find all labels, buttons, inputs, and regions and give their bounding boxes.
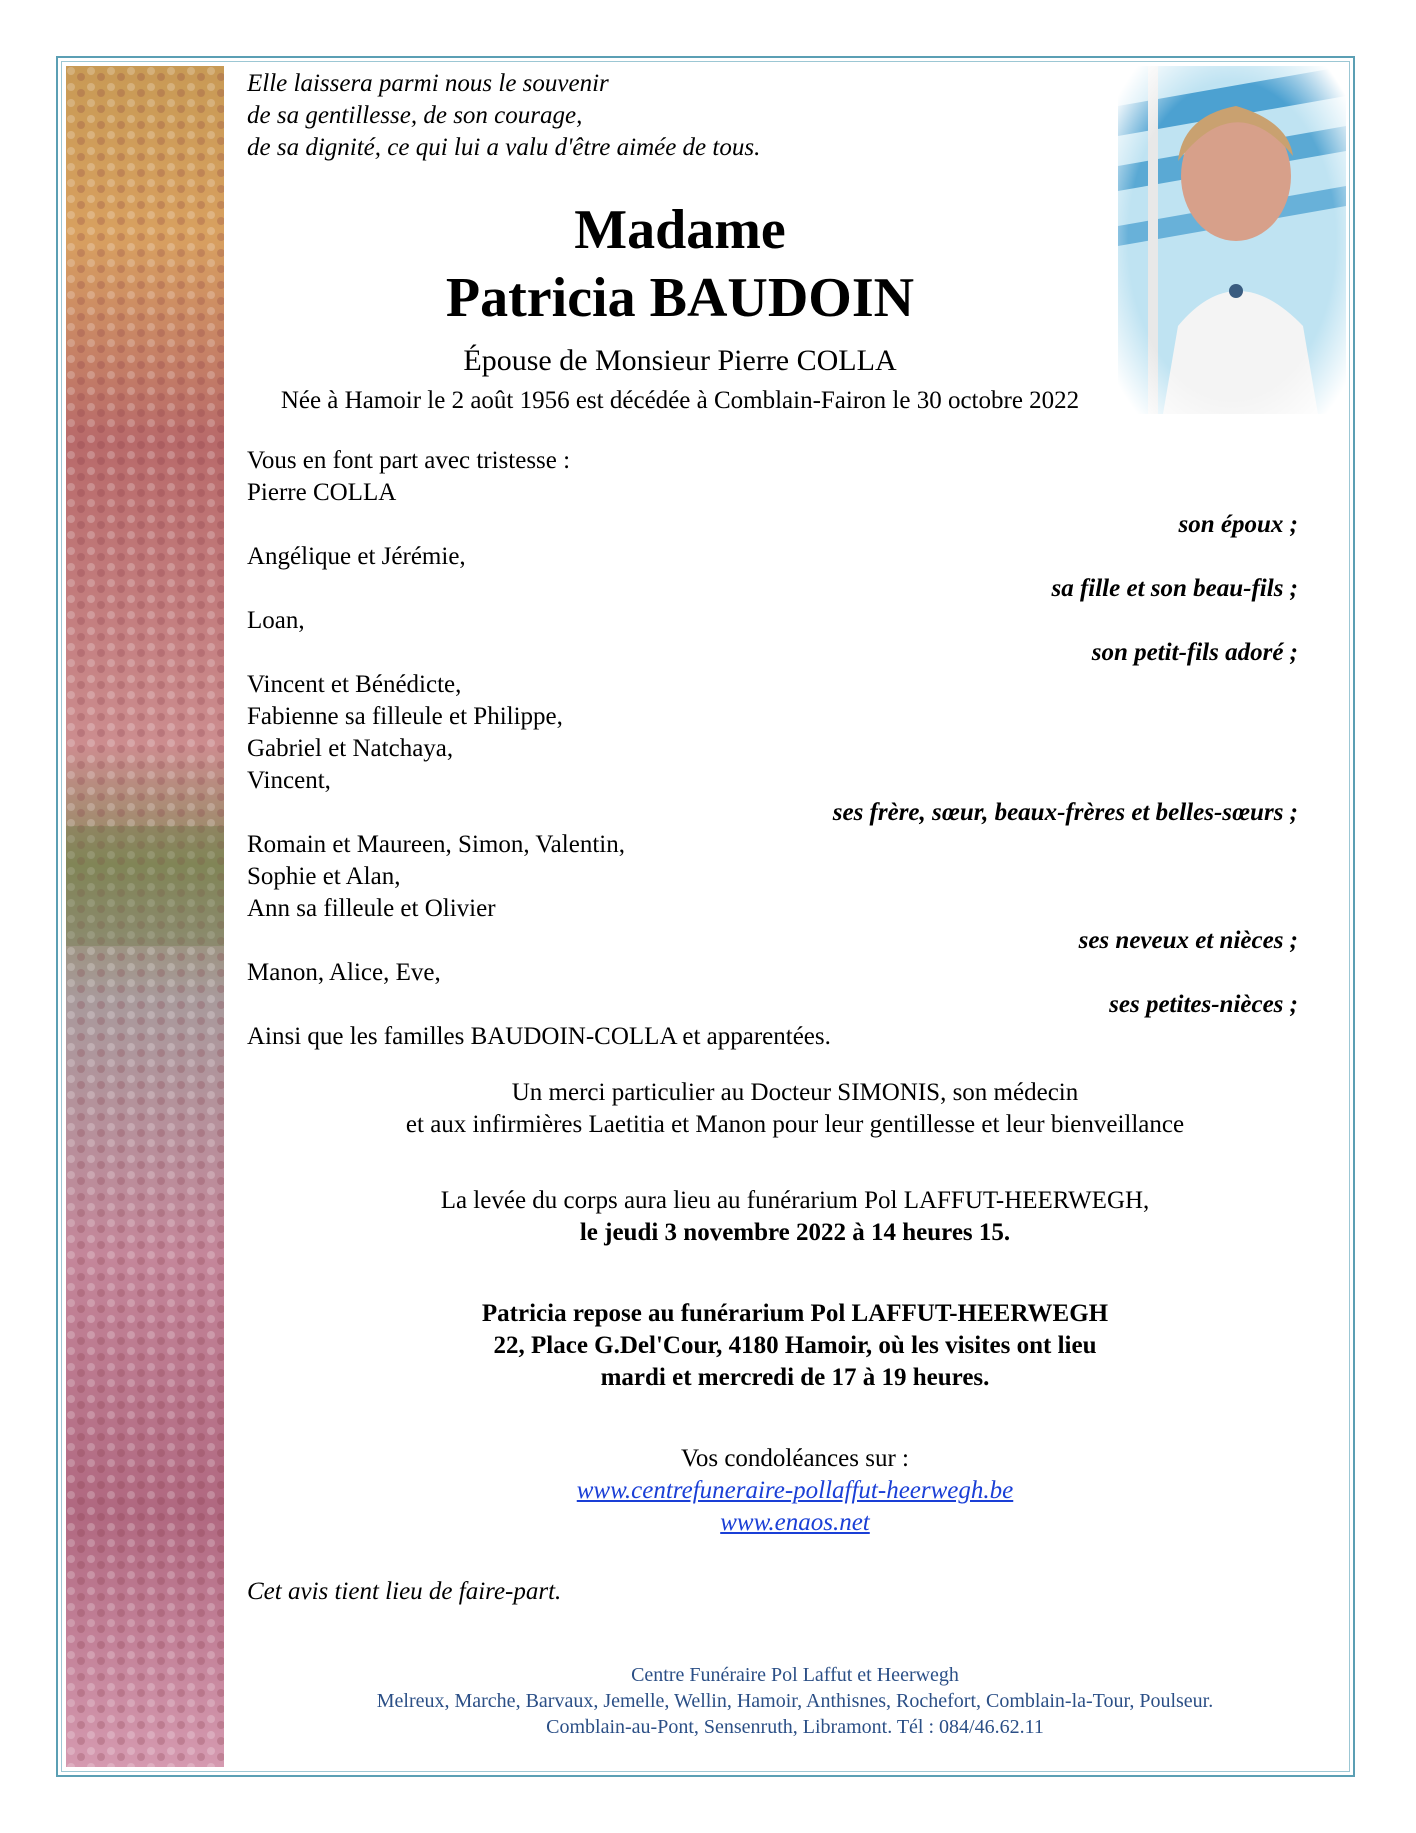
title-honorific: Madame [574, 199, 786, 261]
visits-line: mardi et mercredi de 17 à 19 heures. [600, 1364, 990, 1391]
portrait-photo [1118, 66, 1346, 414]
family-line: Ainsi que les familles BAUDOIN-COLLA et apparentées. [247, 1023, 831, 1050]
relation-label: sa fille et son beau-fils ; [1051, 575, 1298, 602]
relation-label: ses petites-nièces ; [1109, 991, 1298, 1018]
family-line: Vincent, [247, 767, 331, 794]
birth-death-line: Née à Hamoir le 2 août 1956 est décédée à Comblain-Fairon le 30 octobre 2022 [280, 387, 1080, 414]
footer-contact: Comblain-au-Pont, Sensenruth, Libramont. Tél : 084/46.62.11 [546, 1716, 1044, 1738]
relation-label: ses neveux et nièces ; [1078, 927, 1298, 954]
epigraph-line: de sa gentillesse, de son courage, [247, 102, 583, 129]
footer-company: Centre Funéraire Pol Laffut et Heerwegh [631, 1664, 959, 1686]
epigraph-line: de sa dignité, ce qui lui a valu d'être aimée de tous. [247, 134, 761, 161]
family-line: Ann sa filleule et Olivier [247, 895, 496, 922]
family-line: Vincent et Bénédicte, [247, 671, 462, 698]
closing-note: Cet avis tient lieu de faire-part. [247, 1578, 562, 1605]
condolences-label: Vos condoléances sur : [681, 1445, 909, 1472]
ceremony-date: le jeudi 3 novembre 2022 à 14 heures 15. [579, 1219, 1011, 1246]
relation-label: ses frère, sœur, beaux-frères et belles-sœurs ; [832, 799, 1298, 826]
deceased-name: Patricia BAUDOIN [445, 267, 915, 329]
visits-line: Patricia repose au funérarium Pol LAFFUT-HEERWEGH [481, 1300, 1109, 1327]
condolences-link-row [230, 1475, 1360, 1507]
family-line: Romain et Maureen, Simon, Valentin, [247, 831, 625, 858]
family-intro: Vous en font part avec tristesse : [247, 447, 571, 474]
relation-label: son petit-fils adoré ; [1091, 639, 1298, 666]
epigraph-line: Elle laissera parmi nous le souvenir [247, 70, 609, 97]
decorative-flower-band [66, 66, 224, 1767]
family-line: Sophie et Alan, [247, 863, 401, 890]
ceremony-line: La levée du corps aura lieu au funérarium Pol LAFFUT-HEERWEGH, [440, 1187, 1150, 1214]
footer-locations: Melreux, Marche, Barvaux, Jemelle, Wellin, Hamoir, Anthisnes, Rochefort, Comblain-la-Tour, Poulseur. [376, 1690, 1214, 1712]
relation-label: son époux ; [1178, 511, 1298, 538]
condolences-link-row [230, 1507, 1360, 1539]
family-line: Fabienne sa filleule et Philippe, [247, 703, 563, 730]
family-line: Gabriel et Natchaya, [247, 735, 454, 762]
visits-line: 22, Place G.Del'Cour, 4180 Hamoir, où les visites ont lieu [493, 1332, 1097, 1359]
epigraph [247, 68, 760, 164]
spouse-line: Épouse de Monsieur Pierre COLLA [463, 344, 897, 377]
family-line: Pierre COLLA [247, 479, 397, 506]
funeral-centre-link[interactable]: www.centrefuneraire-pollaffut-heerwegh.be [576, 1477, 1014, 1504]
enaos-link[interactable]: www.enaos.net [720, 1509, 870, 1536]
family-line: Loan, [247, 607, 305, 634]
family-line: Angélique et Jérémie, [247, 543, 466, 570]
thanks-line: et aux infirmières Laetitia et Manon pour leur gentillesse et leur bienveillance [405, 1111, 1185, 1138]
family-line: Manon, Alice, Eve, [247, 959, 441, 986]
thanks-line: Un merci particulier au Docteur SIMONIS, son médecin [511, 1079, 1079, 1106]
